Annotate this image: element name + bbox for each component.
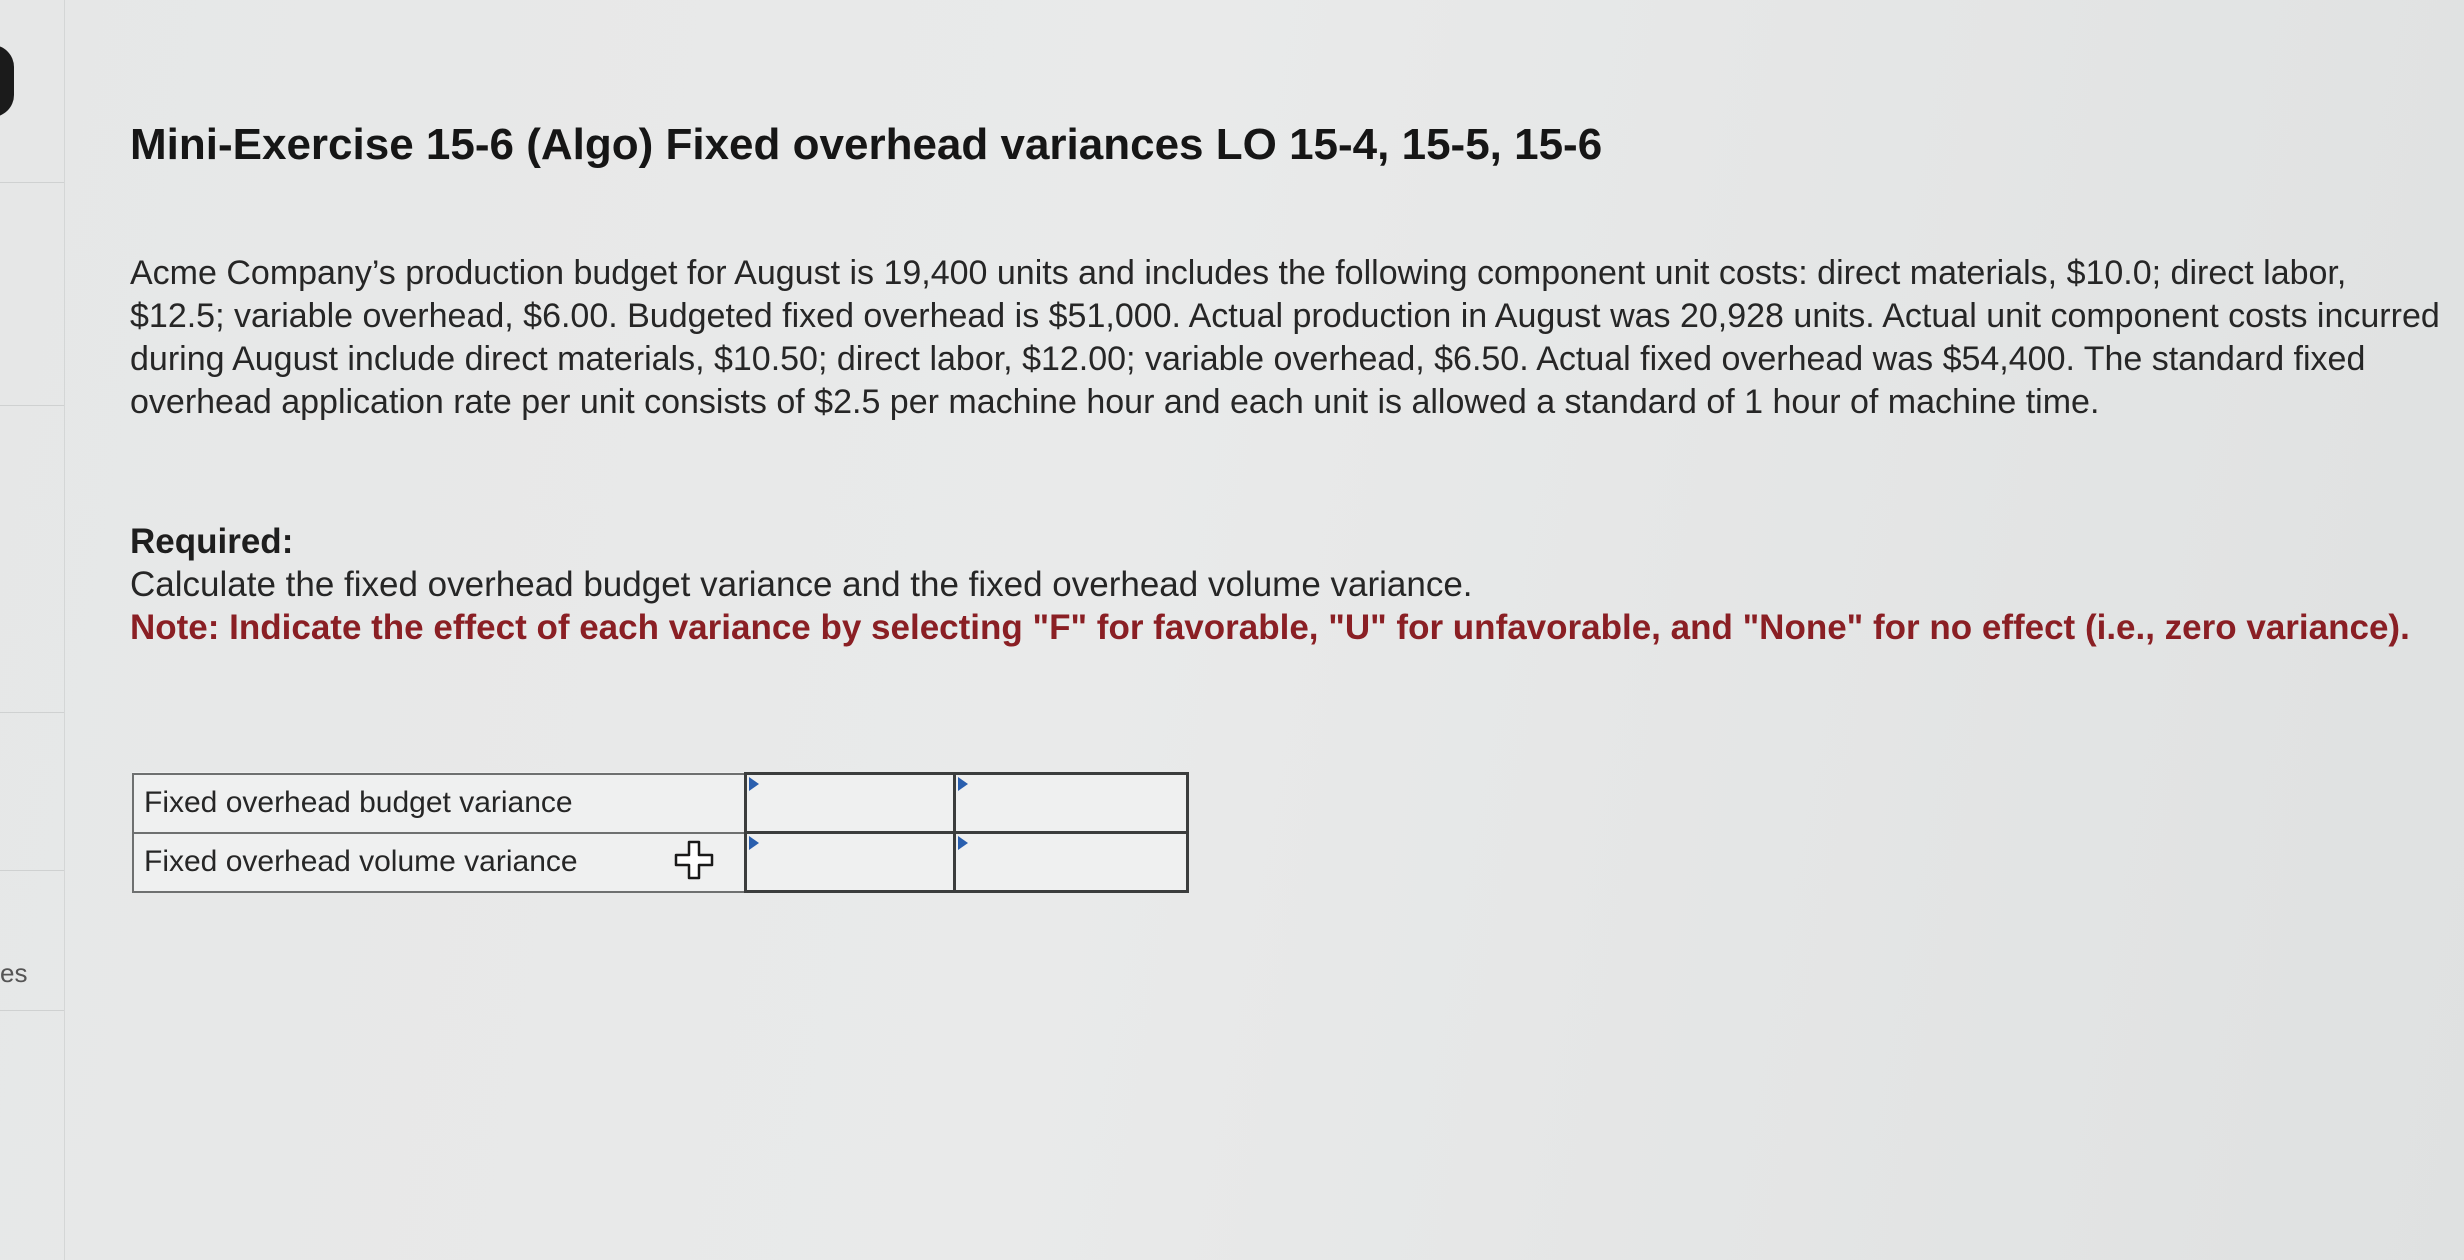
answer-table — [132, 772, 1189, 893]
dropdown-marker-icon — [958, 836, 968, 850]
table-row-volume-variance — [133, 833, 1188, 892]
budget-variance-amount-input[interactable] — [746, 774, 955, 833]
sidebar-divider — [0, 1010, 64, 1011]
row-label: Fixed overhead budget variance — [133, 774, 746, 833]
sidebar-partial-label[interactable]: es — [0, 958, 28, 988]
volume-variance-effect-select[interactable] — [955, 833, 1188, 892]
sidebar-divider — [0, 405, 64, 406]
dropdown-marker-icon — [749, 777, 759, 791]
row-label: Fixed overhead volume variance — [133, 833, 746, 892]
sidebar-divider — [0, 712, 64, 713]
move-cursor-icon — [672, 838, 716, 882]
volume-variance-amount-input[interactable] — [746, 833, 955, 892]
table-row-budget-variance — [133, 774, 1188, 833]
note-instruction: Note: Indicate the effect of each variance by selecting "F" for favorable, "U" for unfavorable, and "None" for no effect (i.e., zero variance). — [130, 608, 2410, 647]
sidebar-divider — [0, 870, 64, 871]
budget-variance-effect-select[interactable] — [955, 774, 1188, 833]
required-label: Required: — [130, 522, 294, 561]
sidebar-divider — [0, 182, 64, 183]
dropdown-marker-icon — [958, 777, 968, 791]
problem-statement: Acme Company’s production budget for August is 19,400 units and includes the following component unit costs: direct materials, $10.0; direct labor, $12.5; variable overhead, $6.00. Budgeted fixed overhead is $51,000. Actual production in August was 20,928 units. Actual unit component costs incurred during August include direct materials, $10.50; direct labor, $12.00; variable overhead, $6.50. Actual fixed overhead was $54,400. The standard fixed overhead application rate per unit consists of $2.5 per machine hour and each unit is allowed a standard of 1 hour of machine time. — [130, 254, 2440, 421]
required-instruction: Calculate the fixed overhead budget variance and the fixed overhead volume variance. — [130, 565, 1473, 604]
dropdown-marker-icon — [749, 836, 759, 850]
left-sidebar-strip — [0, 0, 65, 1260]
required-section — [130, 520, 2450, 649]
exercise-title: Mini-Exercise 15-6 (Algo) Fixed overhead variances LO 15-4, 15-5, 15-6 — [130, 120, 1603, 169]
